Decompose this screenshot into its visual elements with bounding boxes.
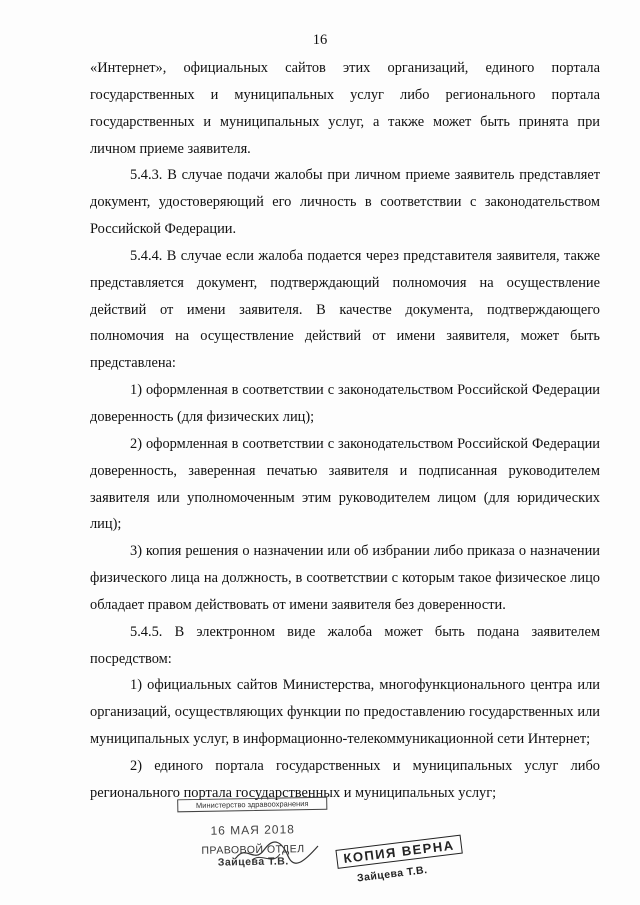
paragraph: 5.4.4. В случае если жалоба подается через представителя заявителя, также представляется документ, подтверждающий полномочия на осуществление действий от имени заявителя. В качестве документа, подтверждающего полномочия на осуществление действий от имени заявителя, может быть представлена: — [90, 247, 600, 372]
paragraph: 2) единого портала государственных и муниципальных услуг либо регионального портала государственных и муниципальных услуг; — [90, 757, 600, 801]
page-number: 16 — [312, 32, 328, 48]
copy-certified-stamp — [335, 834, 468, 899]
paragraph: 5.4.5. В электронном виде жалоба может быть подана заявителем посредством: — [90, 623, 600, 667]
ministry-stamp-department: ПРАВОВОЙ ОТДЕЛ — [201, 843, 305, 857]
paragraph: 2) оформленная в соответствии с законодательством Российской Федерации доверенность, заверенная печатью заявителя и подписанная руководителем заявителя или уполномоченным этим руководителем лицом (для юридических лиц); — [90, 435, 600, 533]
copy-certified-label: КОПИЯ ВЕРНА — [335, 835, 462, 869]
paragraph: 1) оформленная в соответствии с законодательством Российской Федерации доверенность (для физических лиц); — [90, 382, 600, 425]
signature-icon — [232, 838, 322, 868]
ministry-stamp-name: Зайцева Т.В. — [217, 855, 289, 869]
ministry-stamp-date: 16 МАЯ 2018 — [210, 822, 296, 838]
document-body — [90, 55, 600, 807]
paragraph: 3) копия решения о назначении или об избрании либо приказа о назначении физического лица на должность, в соответствии с которым такое физическое лицо обладает правом действовать от имени заявителя без доверенности. — [90, 543, 600, 613]
paragraph: «Интернет», официальных сайтов этих организаций, единого портала государственных и муниципальных услуг либо регионального портала государственных и муниципальных услуг, а также может быть принята при личном приеме заявителя. — [90, 60, 600, 157]
ministry-stamp-header: Министерство здравоохранения — [177, 797, 327, 813]
copy-certified-name: Зайцева Т.В. — [356, 863, 429, 885]
paragraph: 1) официальных сайтов Министерства, многофункционального центра или организаций, осуществляющих функции по предоставлению государственных или муниципальных услуг, в информационно-телекоммуникационной сети Интернет; — [90, 677, 600, 748]
paragraph: 5.4.3. В случае подачи жалобы при личном приеме заявитель представляет документ, удостоверяющий его личность в соответствии с законодательством Российской Федерации. — [90, 167, 600, 238]
